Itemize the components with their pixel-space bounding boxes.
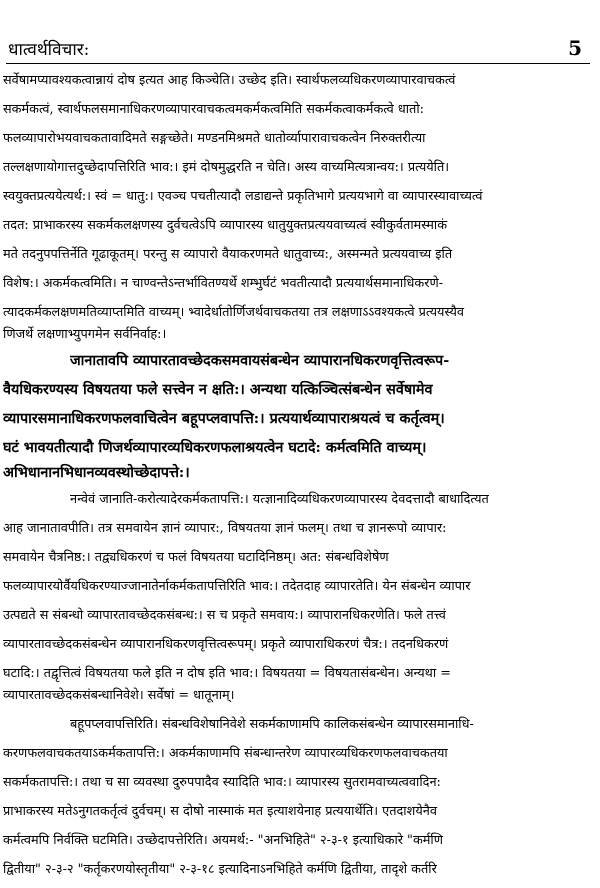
text-line: णिजर्थे लक्षणाभ्युपगमेन सर्वनिर्वाह:। <box>3 327 167 342</box>
text-line: समवायेन चैत्रनिष्ठ:। तद्व्यधिकरणं च फलं विषयतया घटादिनिष्ठम्। अत: संबन्धविशेषेण <box>3 550 389 565</box>
text-line: व्यापारतावच्छेदकसंबन्धानिवेशे। सर्वेषां = धातूनाम्। <box>3 688 235 703</box>
text-line: नन्वेवं जानाति-करोत्यादेरकर्मकतापत्ति:। यत्ज्ञानादिव्यधिकरणव्यापारस्य देवदत्तादौ बाधादित्यत <box>70 492 489 507</box>
text-line: स्वयुक्तप्रत्ययेत्यर्थ:। स्वं = धातु:। एवञ्च पचतीत्यादौ लडाद्यन्ते प्रकृतिभागे प्रत्ययभागे वा व्यापारस्यावाच्यत्वं <box>3 189 483 204</box>
header-rule <box>6 63 590 64</box>
text-line: उत्पद्यते स संबन्धो व्यापारतावच्छेदकसंबन्ध:। स च प्रकृते समवाय:। व्यापारानधिकरणेति। फले तत्त्वं <box>3 608 446 623</box>
text-line: फलव्यापारयोर्वैयधिकरण्याज्जानातेर्नाकर्मकतापत्तिरिति भाव:। तदेतदाह व्यापारतेति। येन संबन्धेन व्यापार <box>3 579 471 594</box>
running-header <box>8 30 586 60</box>
text-line: द्वितीया" २-३-२ "कर्तृकरणयोस्तृतीया" २-३-१८ इत्यादिनाऽनभिहिते कर्मणि द्वितीया, तादृशे कर्तरि <box>3 862 437 877</box>
page-number: 5 <box>568 36 582 60</box>
chapter-title: धात्वर्थविचार: <box>8 40 90 60</box>
text-line: आह जानातावपीति। तत्र समवायेन ज्ञानं व्यापार:, विषयतया ज्ञानं फलम्। तथा च ज्ञानरूपो व्यापार: <box>3 521 447 536</box>
text-line: व्यापारतावच्छेदकसंबन्धेन व्यापारानधिकरणवृत्तित्वरूपम्। प्रकृते व्यापाराधिकरणं चैत्र:। तदनधिकरणं <box>3 637 449 652</box>
text-line: तदत: प्राभाकरस्य सकर्मकलक्षणस्य दुर्वचत्वेऽपि व्यापारस्य धातुयुक्तप्रत्ययवाच्यत्वं स्वीकुर्वतामस्माकं <box>3 218 448 233</box>
text-line: बहूपप्लवापत्तिरिति। संबन्धविशेषानिवेशे सकर्मकाणामपि कालिकसंबन्धेन व्यापारसमानाधि- <box>70 717 474 732</box>
text-line: विशेष:। अकर्मकत्वमिति। न चाण्वन्तेऽन्तर्भावितण्यर्थे शम्भुर्घटं भवतीत्यादौ प्रत्ययार्थसमानाधिकरणे- <box>3 276 444 291</box>
main-text-line: व्यापारसमानाधिकरणफलवाचित्वेन बहूपप्लवापत्ति:। प्रत्ययार्थव्यापाराश्रयत्वं च कर्तृत्वम्। <box>3 410 445 427</box>
text-line: कर्मत्वमपि निर्वक्ति घटमिति। उच्छेदापत्तेरिति। अयमर्थ:- "अनभिहिते" २-३-१ इत्याधिकारे "कर्मणि <box>3 833 443 848</box>
text-line: त्यादकर्मकलक्षणमतिव्याप्तमिति वाच्यम्। भ्वादेर्धातोर्णिजर्थवाचकतया तत्र लक्षणाऽऽवश्यकत्वे प्रत्ययस्यैव <box>3 305 464 320</box>
text-line: करणफलवाचकतयाऽकर्मकतापत्ति:। अकर्मकाणामपि संबन्धान्तरेण व्यापारव्यधिकरणफलवाचकतया <box>3 746 448 761</box>
text-line: सकर्मकत्वं, स्वार्थफलसमानाधिकरणव्यापारवाचकत्वमकर्मकत्वमिति सकर्मकत्वाकर्मकत्वे धातो: <box>3 102 424 117</box>
text-line: सर्वेषामप्यावश्यकत्वान्नायं दोष इत्यत आह किञ्चेति। उच्छेद इति। स्वार्थफलव्यधिकरणव्यापारवाचकत्वं <box>3 73 456 88</box>
main-text-line: घटं भावयतीत्यादौ णिजर्थव्यापारव्यधिकरणफलाश्रयत्वेन घटादे: कर्मत्वमिति वाच्यम्। <box>3 439 427 456</box>
main-text-line: अभिधानानभिधानव्यवस्थोच्छेदापत्ते:। <box>3 464 190 481</box>
text-line: सकर्मकतापत्ति:। तथा च सा व्यवस्था दुरुपपादैव स्यादिति भाव:। व्यापारस्य सुतरामवाच्यत्ववादिन: <box>3 775 441 790</box>
text-line: प्राभाकरस्य मतेऽनुगतकर्तृत्वं दुर्वचम्। स दोषो नास्माकं मत इत्याशयेनाह प्रत्ययार्थेति। एतदाशयेनैव <box>3 804 437 819</box>
text-line: फलव्यापारोभयवाचकतावादिमते सङ्गच्छेते। मण्डनमिश्रमते धातोर्व्यापारावाचकत्वेन निरुक्तरीत्या <box>3 131 426 146</box>
main-text-line: जानातावपि व्यापारतावच्छेदकसमवायसंबन्धेन व्यापारानधिकरणवृत्तित्वरूप- <box>70 352 450 369</box>
text-line: तल्लक्षणायोगात्तदुच्छेदापत्तिरिति भाव:। इमं दोषमुद्धरति न चेति। अस्य वाच्यमित्यत्रान्वय:। प्रत्ययेति। <box>3 160 450 175</box>
main-text-line: वैयधिकरण्यस्य विषयतया फले सत्त्वेन न क्षति:। अन्यथा यत्किञ्चित्संबन्धेन सर्वेषामेव <box>3 381 433 398</box>
text-line: घटादि:। तद्वृत्तित्वं विषयतया फले इति न दोष इति भाव:। विषयतया = विषयतासंबन्धेन। अन्यथा = <box>3 666 451 681</box>
text-line: मते तदनुपपत्तिर्नेति गूढाकूतम्। परन्तु स व्यापारो वैयाकरणमते धातुवाच्य:, अस्मन्मते प्रत्ययवाच्य इति <box>3 247 453 262</box>
